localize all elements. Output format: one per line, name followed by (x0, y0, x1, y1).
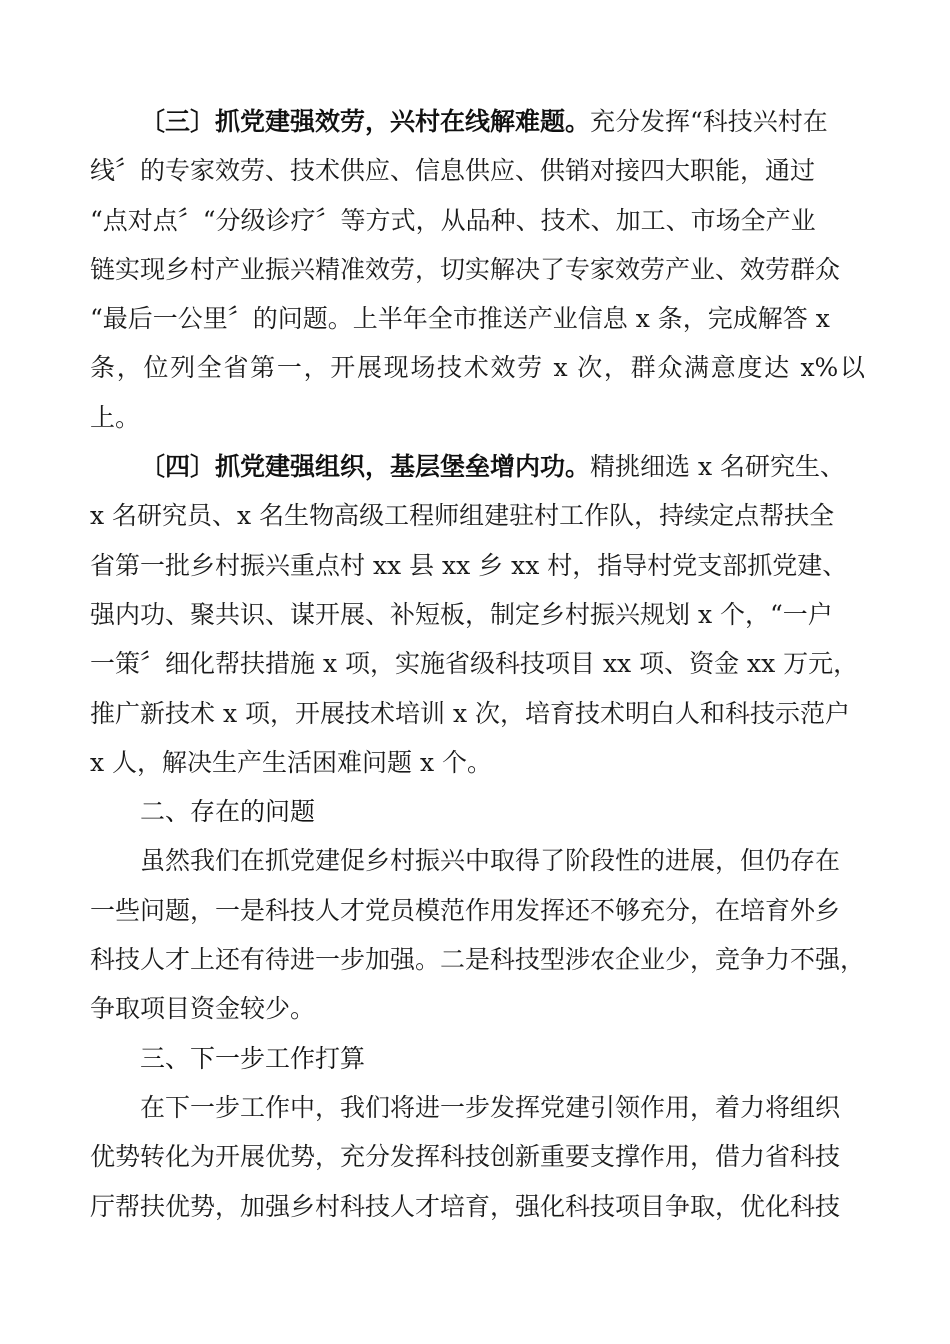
paragraph-lead-heading: 〔三〕抓党建强效劳，兴村在线解难题。 (140, 107, 591, 136)
paragraph-lead-heading: 〔四〕抓党建强组织，基层堡垒增内功。 (140, 452, 591, 482)
section-heading-next-steps: 三、下一步工作打算 (140, 1043, 366, 1073)
section-heading-problems: 二、存在的问题 (140, 797, 316, 827)
paragraph-next-steps: 在下一步工作中，我们将进一步发挥党建引领作用，着力将组织 优势转化为开展优势，充分发挥科技创新重要支撑作用，借力省科技 厅帮扶优势，加强乡村科技人才培育，强化科技项目争取，优化科技 (90, 1092, 841, 1221)
paragraph-body-text: 充分发挥“科技兴村在 线〞的专家效劳、技术供应、信息供应、供销对接四大职能，通过 “点对点〞“分级诊疗〞等方式，从品种、技术、加工、市场全产业 链实现乡村产业振兴精准效劳，切实解决了专家效劳产业、效劳群众 “最后一公里〞的问题。上半年全市推送产业信息 x 条，完成解答 x 条，位列全省第一，开展现场技术效劳 x 次，群众满意度达 x%以上。 (90, 107, 865, 432)
document-body (90, 97, 865, 1231)
paragraph-body-text: 精挑细选 x 名研究生、 x 名研究员、x 名生物高级工程师组建驻村工作队，持续定点帮扶全 省第一批乡村振兴重点村 xx 县 xx 乡 xx 村，指导村党支部抓党建、 强内功、聚共识、谋开展、补短板，制定乡村振兴规划 x 个，“一户 一策〞细化帮扶措施 x 项，实施省级科技项目 xx 项、资金 xx 万元， 推广新技术 x 项，开展技术培训 x 次，培育技术明白人和科技示范户 x 人，解决生产生活困难问题 x 个。 (90, 452, 859, 777)
paragraph-problems: 虽然我们在抓党建促乡村振兴中取得了阶段性的进展，但仍存在 一些问题，一是科技人才党员模范作用发挥还不够充分，在培育外乡 科技人才上还有待进一步加强。二是科技型涉农企业少，竞争力不强， 争取项目资金较少。 (90, 846, 866, 1024)
paragraph-party-building-organization (90, 442, 865, 787)
paragraph-party-building-service (90, 97, 865, 442)
